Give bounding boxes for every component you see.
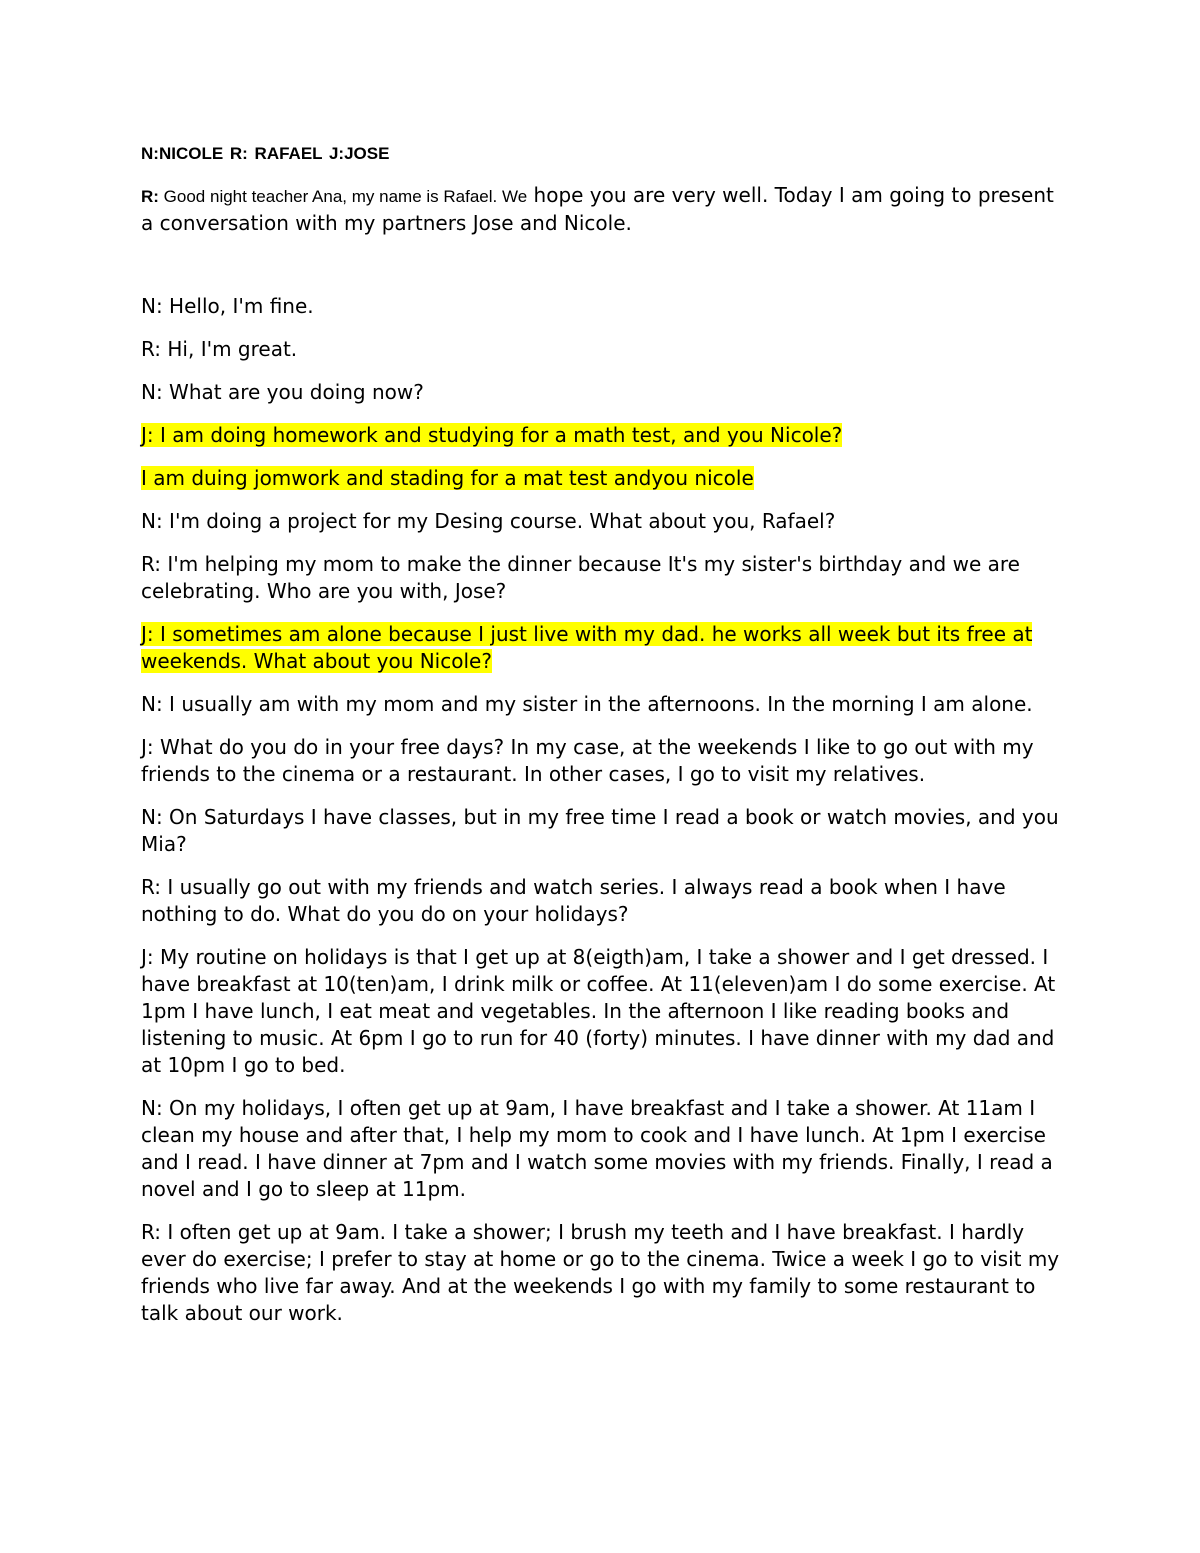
dialogue-line xyxy=(141,465,1071,492)
intro-lead-text: Good night teacher Ana, my name is Rafael. We xyxy=(158,187,528,206)
highlighted-line-text: J: I sometimes am alone because I just live with my dad. he works all week but its free at weekends. What about you Nicole? xyxy=(141,622,1033,673)
dialogue-line xyxy=(141,1219,1071,1327)
dialogue-line xyxy=(141,336,1071,363)
dialogue-line xyxy=(141,379,1071,406)
speaker-legend: N:NICOLE R: RAFAEL J:JOSE xyxy=(141,144,390,163)
line-text: R: I often get up at 9am. I take a shower; I brush my teeth and I have breakfast. I hardly ever do exercise; I prefer to stay at home or go to the cinema. Twice a week I go to visit my friends who live far away. And at the weekends I go with my family to some restaurant to talk about our work. xyxy=(141,1220,1060,1325)
dialogue-line xyxy=(141,1095,1071,1203)
dialogue-line xyxy=(141,874,1071,928)
dialogue-line xyxy=(141,804,1071,858)
dialogue-line xyxy=(141,293,1071,320)
dialogue-line xyxy=(141,621,1071,675)
dialogue-line xyxy=(141,691,1071,718)
dialogue-line xyxy=(141,551,1071,605)
dialogue-line xyxy=(141,944,1071,1079)
dialogue-line xyxy=(141,508,1071,535)
intro-speaker: R: xyxy=(141,187,159,206)
line-text: R: I'm helping my mom to make the dinner because It's my sister's birthday and we are celebrating. Who are you with, Jose? xyxy=(141,552,1020,603)
line-text: N: I usually am with my mom and my sister in the afternoons. In the morning I am alone. xyxy=(141,692,1033,716)
dialogue-line xyxy=(141,422,1071,449)
intro-rest-text: hope you are very well. Today I am going to present a conversation with my partners Jose and Nicole. xyxy=(141,183,1054,235)
line-text: N: Hello, I'm fine. xyxy=(141,294,314,318)
dialogue-line xyxy=(141,734,1071,788)
line-text: R: I usually go out with my friends and watch series. I always read a book when I have nothing to do. What do you do on your holidays? xyxy=(141,875,1006,926)
highlighted-line-text: J: I am doing homework and studying for a math test, and you Nicole? xyxy=(141,423,843,447)
line-text: J: My routine on holidays is that I get up at 8(eigth)am, I take a shower and I get dressed. I have breakfast at 10(ten)am, I drink milk or coffee. At 11(eleven)am I do some exercise. At 1pm I have lunch, I eat meat and vegetables. In the afternoon I like reading books and listening to music. At 6pm I go to run for 40 (forty) minutes. I have dinner with my dad and at 10pm I go to bed. xyxy=(141,945,1056,1077)
document-body xyxy=(141,140,1071,1343)
line-text: R: Hi, I'm great. xyxy=(141,337,298,361)
line-text: N: On Saturdays I have classes, but in my free time I read a book or watch movies, and you Mia? xyxy=(141,805,1059,856)
line-text: N: What are you doing now? xyxy=(141,380,424,404)
line-text: J: What do you do in your free days? In my case, at the weekends I like to go out with my friends to the cinema or a restaurant. In other cases, I go to visit my relatives. xyxy=(141,735,1034,786)
intro-paragraph xyxy=(141,182,1071,237)
highlighted-line-text: I am duing jomwork and stading for a mat test andyou nicole xyxy=(141,466,754,490)
line-text: N: I'm doing a project for my Desing course. What about you, Rafael? xyxy=(141,509,836,533)
line-text: N: On my holidays, I often get up at 9am, I have breakfast and I take a shower. At 11am I clean my house and after that, I help my mom to cook and I have lunch. At 1pm I exercise and I read. I have dinner at 7pm and I watch some movies with my friends. Finally, I read a novel and I go to sleep at 11pm. xyxy=(141,1096,1053,1201)
